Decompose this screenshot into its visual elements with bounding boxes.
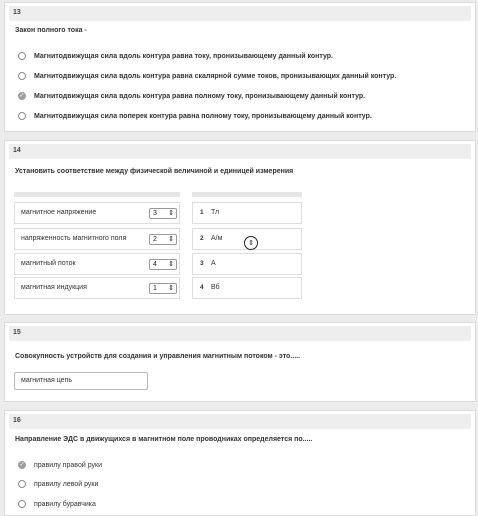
- question-text: Направление ЭДС в движущихся в магнитном поле проводниках определяется по.....: [15, 436, 313, 443]
- match-right-row: [192, 202, 302, 224]
- question-number-bar: [9, 144, 471, 159]
- answer-option-label: правилу правой руки: [34, 461, 102, 469]
- answer-option-label: правилу левой руки: [34, 480, 99, 488]
- question-15-card: [4, 322, 476, 402]
- select-value: 1: [153, 285, 157, 292]
- question-number-bar: [9, 414, 471, 429]
- match-left-row: [14, 253, 180, 275]
- unit-number: 4: [200, 284, 204, 291]
- answer-input-value: магнитная цепь: [21, 377, 72, 384]
- answer-option-label: Магнитодвижущая сила поперек контура равна полному току, пронизывающему данный контур.: [34, 112, 372, 120]
- radio-button[interactable]: [18, 72, 26, 80]
- left-column-header: [14, 192, 180, 197]
- check-icon: ✓: [19, 93, 25, 99]
- answer-option-label: Магнитодвижущая сила вдоль контура равна току, пронизывающему данный контур.: [34, 52, 334, 60]
- move-vertical-icon[interactable]: ⇕: [244, 236, 258, 250]
- question-number: 13: [13, 9, 21, 16]
- answer-option[interactable]: [18, 50, 333, 62]
- unit-label: А/м: [211, 235, 223, 242]
- question-number: 15: [13, 329, 21, 336]
- unit-number: 1: [200, 209, 204, 216]
- answer-option-label: Магнитодвижущая сила вдоль контура равна полному току, пронизывающему данный контур.: [34, 92, 366, 100]
- question-text: Закон полного тока -: [15, 27, 87, 34]
- select-value: 2: [153, 236, 157, 243]
- radio-button-checked[interactable]: [18, 461, 26, 469]
- quantity-label: магнитное напряжение: [21, 209, 97, 216]
- quantity-label: магнитная индукция: [21, 284, 87, 291]
- unit-number: 3: [200, 260, 204, 267]
- answer-option-label: Магнитодвижущая сила вдоль контура равна скалярной сумме токов, пронизывающих данный контур.: [34, 72, 397, 80]
- match-select[interactable]: [149, 208, 177, 219]
- question-text: Установить соответствие между физической величиной и единицей измерения: [15, 168, 294, 175]
- match-left-row: [14, 277, 180, 299]
- radio-button[interactable]: [18, 52, 26, 60]
- unit-label: Вб: [211, 284, 220, 291]
- select-arrows-icon: ⇕: [168, 285, 174, 292]
- answer-option[interactable]: [18, 498, 96, 510]
- select-value: 3: [153, 210, 157, 217]
- question-text: Совокупность устройств для создания и управления магнитным потоком - это.....: [15, 353, 301, 360]
- match-left-row: [14, 228, 180, 250]
- unit-label: А: [211, 260, 216, 267]
- select-arrows-icon: ⇕: [168, 236, 174, 243]
- match-right-row: [192, 253, 302, 275]
- match-left-row: [14, 202, 180, 224]
- answer-option[interactable]: [18, 459, 102, 471]
- select-arrows-icon: ⇕: [168, 210, 174, 217]
- question-number: 16: [13, 417, 21, 424]
- match-right-row: [192, 277, 302, 299]
- check-icon: ✓: [19, 462, 25, 468]
- radio-button[interactable]: [18, 480, 26, 488]
- quantity-label: магнитный поток: [21, 260, 76, 267]
- radio-button-checked[interactable]: [18, 92, 26, 100]
- unit-number: 2: [200, 235, 204, 242]
- match-select[interactable]: [149, 234, 177, 245]
- answer-option[interactable]: [18, 478, 98, 490]
- right-column-header: [192, 192, 302, 197]
- select-value: 4: [153, 261, 157, 268]
- select-arrows-icon: ⇕: [168, 261, 174, 268]
- unit-label: Тл: [211, 209, 220, 216]
- radio-button[interactable]: [18, 112, 26, 120]
- question-number: 14: [13, 147, 21, 154]
- quantity-label: напряженность магнитного поля: [21, 235, 127, 242]
- question-16-card: [4, 410, 476, 516]
- radio-button[interactable]: [18, 500, 26, 508]
- match-select[interactable]: [149, 283, 177, 294]
- answer-option-label: правилу буравчика: [34, 500, 96, 508]
- question-number-bar: [9, 6, 471, 21]
- answer-option[interactable]: [18, 70, 396, 82]
- question-number-bar: [9, 326, 471, 341]
- match-select[interactable]: [149, 259, 177, 270]
- answer-option[interactable]: [18, 110, 372, 122]
- answer-input[interactable]: [14, 372, 148, 390]
- question-13-card: [4, 2, 476, 132]
- answer-option[interactable]: [18, 90, 365, 102]
